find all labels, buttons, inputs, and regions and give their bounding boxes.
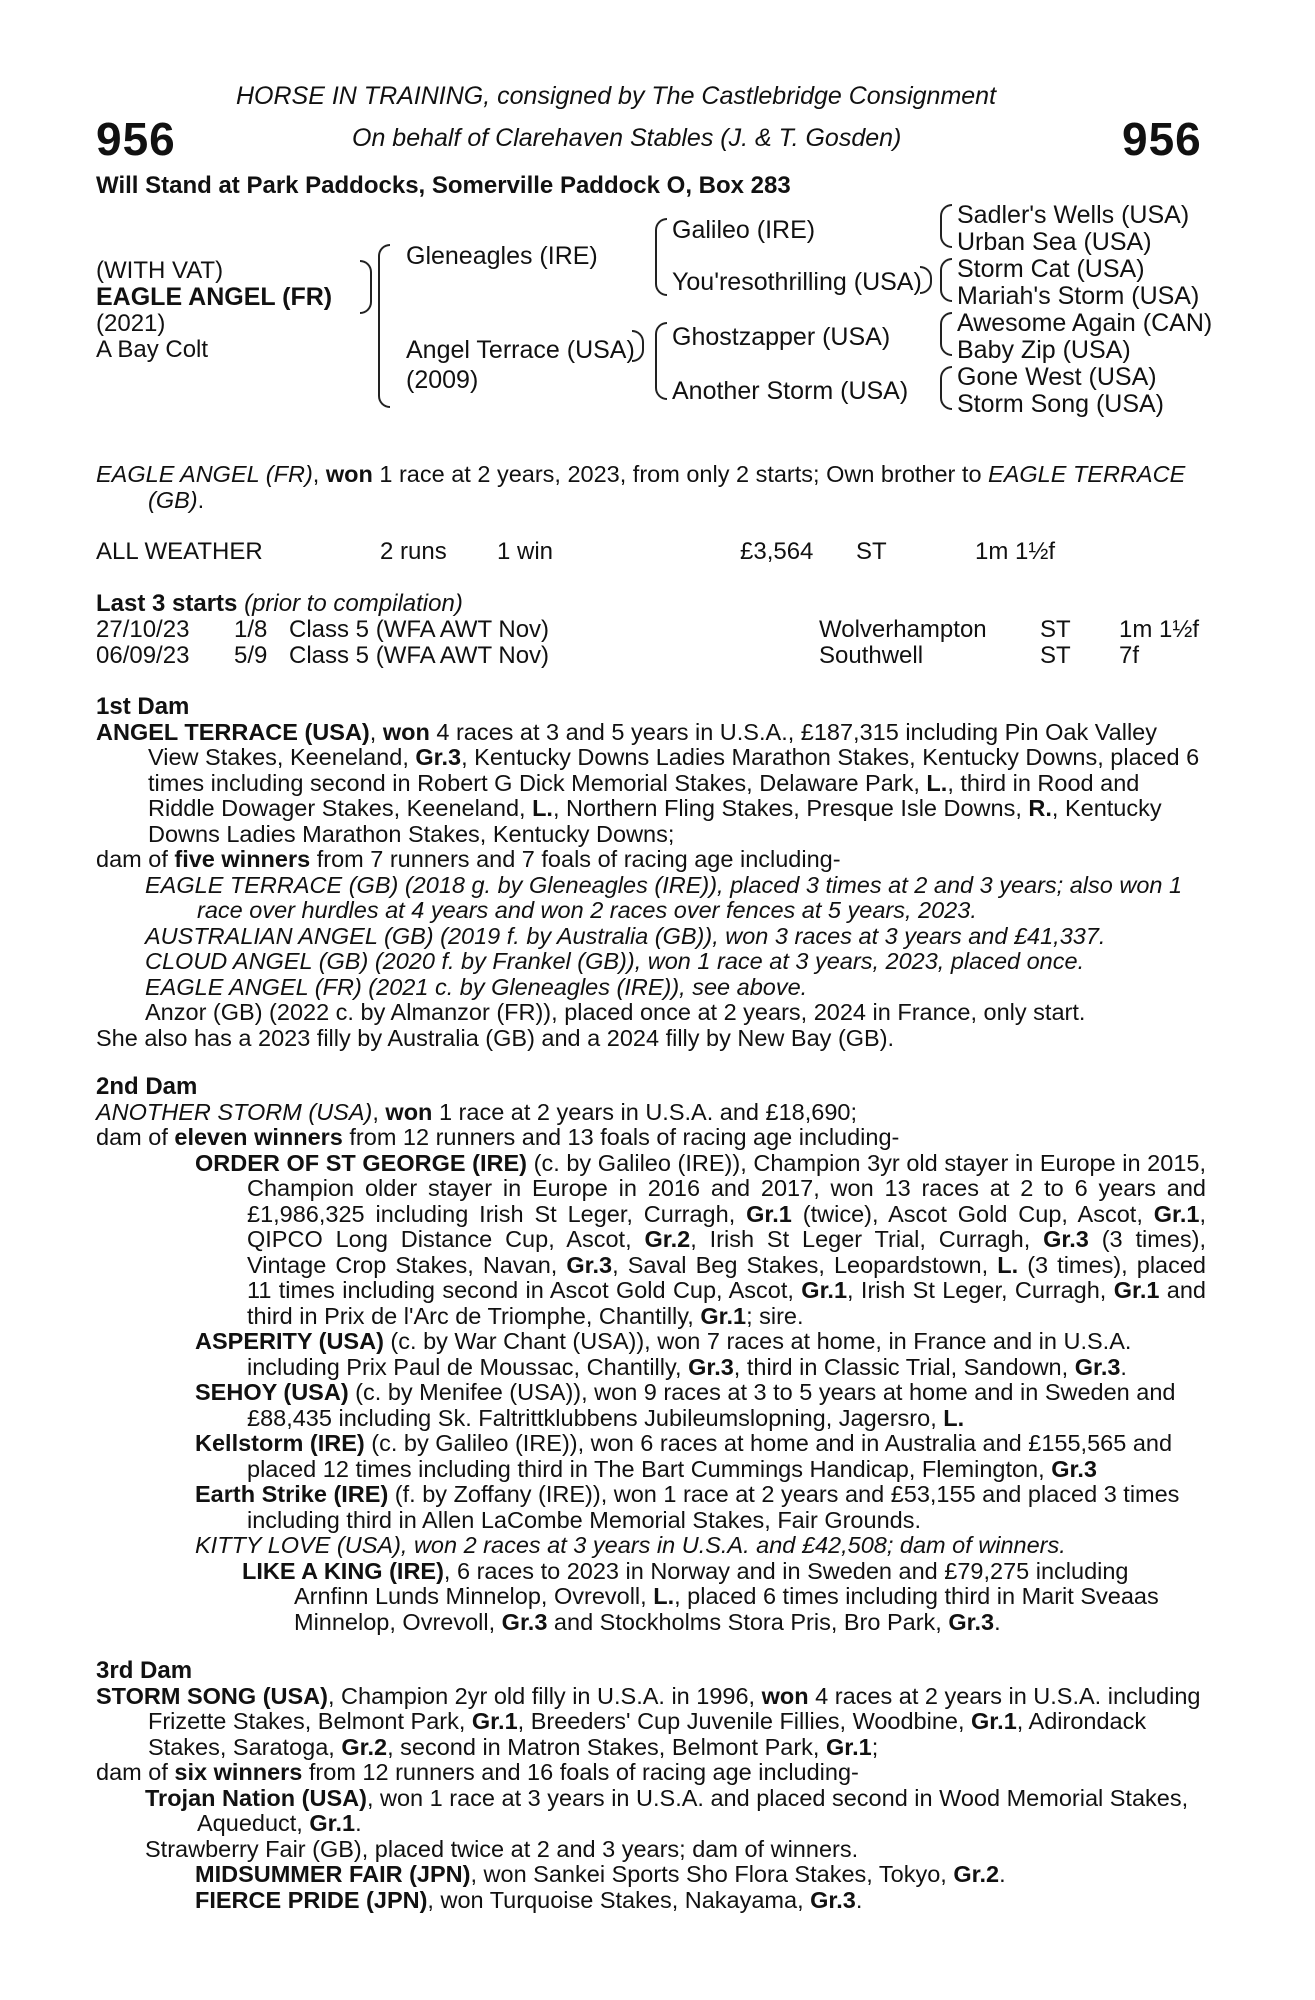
pedigree-ssd: Urban Sea (USA) xyxy=(957,228,1152,256)
lot-number-right: 956 xyxy=(1122,113,1202,165)
first-dam-text: ANGEL TERRACE (USA), won 4 races at 3 and 5 years in U.S.A., £187,315 including Pin Oak Valley View Stakes, Keeneland, Gr.3, Kentucky Downs Ladies Marathon Stakes, Kentucky Downs, placed 6 times including second in Robert G Dick Memorial Stakes, Delaware Park, L., third in Rood and Riddle Dowager Stakes, Keeneland, L., Northern Fling Stakes, Presque Isle Downs, R., Kentucky Downs Ladies Marathon Stakes, Kentucky Downs; xyxy=(96,718,1200,847)
produce-item: CLOUD ANGEL (GB) (2020 f. by Frankel (GB)), won 1 race at 3 years, 2023, placed once. xyxy=(145,948,1085,974)
horse-name: EAGLE ANGEL (FR) xyxy=(96,283,333,311)
start-course: Southwell xyxy=(819,642,924,669)
summary-horse-name: EAGLE ANGEL (FR) xyxy=(96,461,313,487)
first-dam-produce-intro: dam of five winners from 7 runners and 7 foals of racing age including- xyxy=(96,846,841,872)
start-position: 1/8 xyxy=(234,616,268,643)
pedigree-sds: Storm Cat (USA) xyxy=(957,255,1145,283)
start-going: ST xyxy=(1040,642,1071,669)
first-dam-section xyxy=(96,694,1206,1051)
produce-item: FIERCE PRIDE (JPN), won Turquoise Stakes, Nakayama, Gr.3. xyxy=(195,1886,863,1913)
pedigree-ddd: Storm Song (USA) xyxy=(957,390,1165,418)
produce-item: ASPERITY (USA) (c. by War Chant (USA)), won 7 races at home, in France and in U.S.A. including Prix Paul de Moussac, Chantilly, Gr.3, third in Classic Trial, Sandown, Gr.3. xyxy=(195,1328,1132,1380)
start-going: ST xyxy=(1040,616,1071,643)
start-date: 27/10/23 xyxy=(96,616,190,643)
pedigree-brace-sd xyxy=(940,258,952,302)
pedigree-dss: Awesome Again (CAN) xyxy=(957,309,1213,337)
produce-item: EAGLE TERRACE (GB) (2018 g. by Gleneagles (IRE)), placed 3 times at 2 and 3 years; also won 1 race over hurdles at 4 years and won 2 races over fences at 5 years, 2023. xyxy=(145,871,1183,923)
pedigree-brace-main xyxy=(378,244,390,408)
record-wins: 1 win xyxy=(497,538,554,565)
pedigree-sdd: Mariah's Storm (USA) xyxy=(957,282,1200,310)
pedigree-sss: Sadler's Wells (USA) xyxy=(957,201,1190,229)
pedigree-brace-sd-right xyxy=(920,266,932,294)
pedigree-dsd: Baby Zip (USA) xyxy=(957,336,1131,364)
third-dam-heading: 3rd Dam xyxy=(96,1657,193,1684)
pedigree-sire: Gleneagles (IRE) xyxy=(406,242,598,270)
pedigree-dam: Angel Terrace (USA) xyxy=(406,336,635,364)
record-surface: ALL WEATHER xyxy=(96,538,263,565)
third-dam-text: STORM SONG (USA), Champion 2yr old filly in U.S.A. in 1996, won 4 races at 2 years in U.S.A. including Frizette Stakes, Belmont Park, Gr.1, Breeders' Cup Juvenile Fillies, Woodbine, Gr.1, Adirondack Stakes, Saratoga, Gr.2, second in Matron Stakes, Belmont Park, Gr.1; xyxy=(96,1682,1201,1760)
record-runs: 2 runs xyxy=(380,538,447,565)
vat-note: (WITH VAT) xyxy=(96,257,224,284)
pedigree-brace-dd xyxy=(940,366,952,410)
produce-item: Strawberry Fair (GB), placed twice at 2 and 3 years; dam of winners. xyxy=(145,1835,859,1862)
consignment-subtitle: On behalf of Clarehaven Stables (J. & T. Gosden) xyxy=(352,124,902,152)
horse-sex: A Bay Colt xyxy=(96,336,209,363)
start-race: Class 5 (WFA AWT Nov) xyxy=(289,642,550,669)
pedigree-brace-main-right xyxy=(360,260,372,314)
produce-item: Kellstorm (IRE) (c. by Galileo (IRE)), won 6 races at home and in Australia and £155,565 and placed 12 times including third in The Bart Cummings Handicap, Flemington, Gr.3 xyxy=(195,1430,1173,1482)
second-dam-heading: 2nd Dam xyxy=(96,1073,198,1100)
start-distance: 7f xyxy=(1119,642,1140,669)
produce-item: ORDER OF ST GEORGE (IRE) (c. by Galileo (IRE)), Champion 3yr old stayer in Europe in 2015, Champion older stayer in Europe in 2016 and 2017, won 13 races at 2 to 6 years and £1,986,325 including Irish St Leger, Curragh, Gr.1 (twice), Ascot Gold Cup, Ascot, Gr.1, QIPCO Long Distance Cup, Ascot, Gr.2, Irish St Leger Trial, Curragh, Gr.3 (3 times), Vintage Crop Stakes, Navan, Gr.3, Saval Beg Stakes, Leopardstown, L. (3 times), placed 11 times including second in Ascot Gold Cup, Ascot, Gr.1, Irish St Leger, Curragh, Gr.1 and third in Prix de l'Arc de Triomphe, Chantilly, Gr.1; sire. xyxy=(195,1149,1207,1329)
horse-summary: EAGLE ANGEL (FR), won 1 race at 2 years, 2023, from only 2 starts; Own brother to EAGLE TERRACE (GB). xyxy=(96,461,1186,513)
last-starts-heading: Last 3 starts (prior to compilation) xyxy=(96,590,463,617)
start-course: Wolverhampton xyxy=(819,616,987,643)
produce-item: AUSTRALIAN ANGEL (GB) (2019 f. by Australia (GB)), won 3 races at 3 years and £41,337. xyxy=(145,922,1106,949)
pedigree-brace-ds xyxy=(940,312,952,356)
produce-item: Earth Strike (IRE) (f. by Zoffany (IRE)), won 1 race at 2 years and £53,155 and placed 3 times including third in Allen LaCombe Memorial Stakes, Fair Grounds. xyxy=(195,1481,1180,1533)
pedigree-sire-dam: You'resothrilling (USA) xyxy=(672,268,922,296)
start-position: 5/9 xyxy=(234,642,268,669)
first-dam-heading: 1st Dam xyxy=(96,693,190,720)
start-date: 06/09/23 xyxy=(96,642,190,669)
summary-brother: EAGLE TERRACE (GB) xyxy=(148,461,1186,513)
produce-item: MIDSUMMER FAIR (JPN), won Sankei Sports Sho Flora Stakes, Tokyo, Gr.2. xyxy=(195,1861,1006,1887)
pedigree-brace-sire xyxy=(655,218,667,296)
record-going: ST xyxy=(856,538,887,565)
summary-text: 1 race at 2 years, 2023, from only 2 starts; Own brother to xyxy=(372,461,989,487)
record-prize: £3,564 xyxy=(740,538,814,565)
pedigree-dam-year: (2009) xyxy=(406,366,479,394)
pedigree-dds: Gone West (USA) xyxy=(957,363,1157,391)
second-dam-text: ANOTHER STORM (USA), won 1 race at 2 years in U.S.A. and £18,690; xyxy=(96,1098,857,1125)
pedigree-dam-dam: Another Storm (USA) xyxy=(672,377,909,405)
record-distance: 1m 1½f xyxy=(975,538,1056,565)
start-race: Class 5 (WFA AWT Nov) xyxy=(289,616,550,643)
pedigree-brace-ss xyxy=(940,204,952,248)
produce-item: Trojan Nation (USA), won 1 race at 3 years in U.S.A. and placed second in Wood Memorial Stakes, Aqueduct, Gr.1. xyxy=(145,1784,1189,1836)
start-distance: 1m 1½f xyxy=(1119,616,1200,643)
produce-item: LIKE A KING (IRE), 6 races to 2023 in Norway and in Sweden and £79,275 including Arnfinn Lunds Minnelop, Ovrevoll, L., placed 6 times including third in Marit Sveaas Minnelop, Ovrevoll, Gr.3 and Stockholms Stora Pris, Bro Park, Gr.3. xyxy=(242,1557,1159,1635)
produce-note: She also has a 2023 filly by Australia (GB) and a 2024 filly by New Bay (GB). xyxy=(96,1024,895,1051)
pedigree-brace-dam xyxy=(655,322,667,400)
summary-won: won xyxy=(325,461,373,487)
pedigree-sire-sire: Galileo (IRE) xyxy=(672,216,816,244)
consignment-title: HORSE IN TRAINING, consigned by The Castlebridge Consignment xyxy=(236,82,997,110)
third-dam-produce-intro: dam of six winners from 12 runners and 16 foals of racing age including- xyxy=(96,1759,859,1785)
third-dam-section xyxy=(96,1658,1206,1913)
pedigree-dam-sire: Ghostzapper (USA) xyxy=(672,323,891,351)
lot-number-left: 956 xyxy=(96,113,176,165)
produce-item: SEHOY (USA) (c. by Menifee (USA)), won 9 races at 3 to 5 years at home and in Sweden and £88,435 including Sk. Faltrittklubbens Jubileumslopning, Jagersro, L. xyxy=(195,1379,1176,1431)
second-dam-produce-intro: dam of eleven winners from 12 runners and 13 foals of racing age including- xyxy=(96,1124,900,1150)
produce-item: EAGLE ANGEL (FR) (2021 c. by Gleneagles (IRE)), see above. xyxy=(145,973,808,1000)
produce-item: KITTY LOVE (USA), won 2 races at 3 years in U.S.A. and £42,508; dam of winners. xyxy=(195,1532,1066,1558)
second-dam-section xyxy=(96,1074,1206,1635)
horse-year: (2021) xyxy=(96,310,166,337)
produce-item: Anzor (GB) (2022 c. by Almanzor (FR)), placed once at 2 years, 2024 in France, only start. xyxy=(145,999,1086,1025)
stand-location: Will Stand at Park Paddocks, Somerville Paddock O, Box 283 xyxy=(96,172,791,199)
